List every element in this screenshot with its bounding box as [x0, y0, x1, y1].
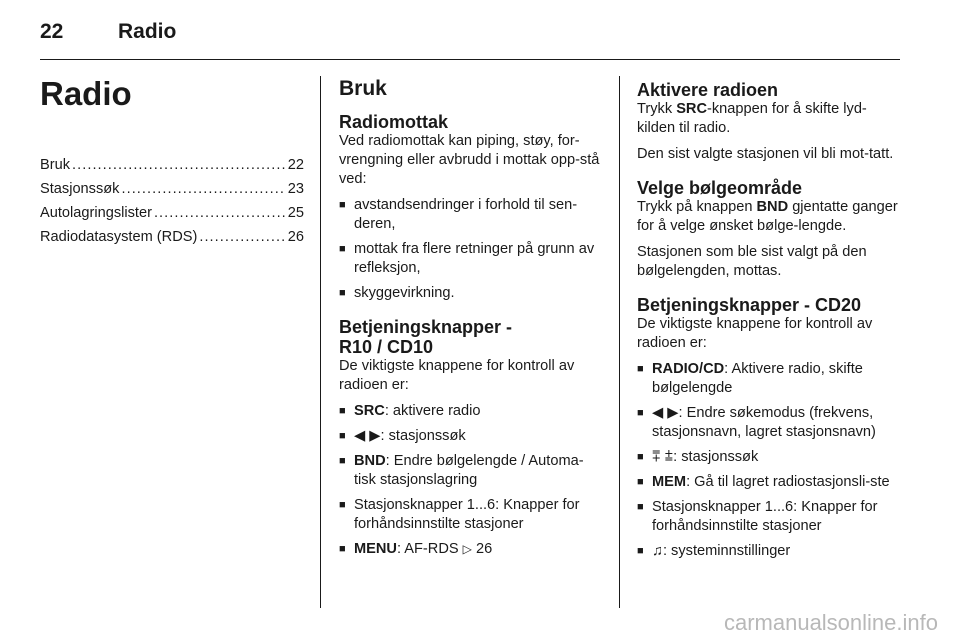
heading-betjeningsknapper-cd20: Betjeningsknapper - CD20 [637, 295, 862, 315]
item-text: : systeminnstillinger [662, 543, 791, 559]
list-item [339, 402, 603, 421]
text: Trykk på knappen [637, 199, 757, 215]
content-column-3 [637, 70, 901, 568]
toc-entry-page: 23 [287, 181, 304, 197]
list-item: ■ avstandsendringer i forhold til sen-deren, [339, 196, 603, 234]
item-text: : Gå til lagret radiostasjonsli-ste [686, 474, 890, 490]
paragraph: Stasjonen som ble sist valgt på den bølgelengden, mottas. [637, 244, 867, 279]
key-label: MENU [354, 541, 397, 557]
paragraph: De viktigste knappene for kontroll av radioen er: [637, 316, 873, 351]
list-item [637, 542, 901, 561]
settings-note-icon: ♫ [652, 543, 663, 559]
toc-column [40, 70, 304, 252]
heading-aktivere-radioen: Aktivere radioen [637, 80, 779, 100]
column-divider-1 [320, 76, 321, 608]
toc-leader [121, 180, 285, 199]
bullet-list [339, 402, 603, 559]
toc-entry-label: Autolagringslister [40, 205, 152, 221]
toc-entry-page: 26 [287, 229, 304, 245]
item-text: : Endre søkemodus (frekvens, stasjonsnavn, lagret stasjonsnavn) [652, 405, 876, 440]
list-item [339, 427, 603, 446]
header-rule [40, 59, 900, 60]
toc-leader [154, 204, 286, 223]
list-item: ■ skyggevirkning. [339, 284, 603, 303]
text: Trykk [637, 101, 677, 117]
item-text: : Endre bølgelengde / Automa-tisk stasjonslagring [354, 453, 584, 488]
list-item: ■ Stasjonsknapper 1...6: Knapper for forhåndsinnstilte stasjoner [339, 496, 603, 534]
page-number: 22 [40, 20, 64, 43]
seek-arrows-icon: ◀ ▶ [652, 405, 679, 421]
toc-entry[interactable] [40, 180, 304, 199]
list-item [339, 540, 603, 559]
key-label: SRC [676, 101, 707, 117]
text: -knappen for å skifte lyd-kilden til radio. [637, 101, 867, 136]
list-item: ■ mottak fra flere retninger på grunn av refleksjon, [339, 240, 603, 278]
paragraph: Den sist valgte stasjonen vil bli mot-tatt. [637, 146, 894, 162]
toc-entry[interactable] [40, 204, 304, 223]
list-item [339, 452, 603, 490]
key-label: BND [354, 453, 386, 469]
list-item [637, 404, 901, 442]
heading-line: R10 / CD10 [339, 337, 434, 357]
list-item [637, 448, 901, 467]
column-divider-2 [619, 76, 620, 608]
key-label: SRC [354, 403, 385, 419]
item-text: : stasjonssøk [673, 449, 759, 465]
bullet-list [339, 196, 603, 303]
toc-entry-page: 22 [287, 157, 304, 173]
heading-velge-bolgeomrade: Velge bølgeområde [637, 178, 803, 198]
watermark: carmanualsonline.info [723, 610, 938, 635]
toc-entry-label: Stasjonssøk [40, 181, 120, 197]
paragraph: De viktigste knappene for kontroll av radioen er: [339, 358, 575, 393]
item-text: : AF-RDS [396, 541, 463, 557]
toc-leader [199, 228, 285, 247]
list-item [637, 360, 901, 398]
seek-arrows-icon: ◀ ▶ [354, 428, 381, 444]
text: gjentatte ganger for å velge ønsket bølge-lengde. [637, 199, 898, 234]
tune-arrows-icon: ⩱ ⩲ [652, 449, 674, 465]
toc-leader [72, 156, 286, 175]
content-column-2 [339, 70, 603, 566]
item-text: : aktivere radio [384, 403, 481, 419]
heading-line: Betjeningsknapper - [339, 317, 513, 337]
toc-entry-page: 25 [287, 205, 304, 221]
item-text: : Aktivere radio, skifte bølgelengde [652, 361, 863, 396]
chapter-title: Radio [118, 20, 177, 43]
page-reference-icon: ▷ [462, 542, 472, 556]
toc-entry[interactable] [40, 228, 304, 247]
key-label: RADIO/CD [652, 361, 725, 377]
toc-list [40, 156, 304, 247]
heading-radiomottak: Radiomottak [339, 112, 449, 132]
heading-betjeningsknapper-r10 [339, 317, 603, 357]
toc-entry-label: Bruk [40, 157, 71, 173]
item-text: : stasjonssøk [380, 428, 466, 444]
toc-entry[interactable] [40, 156, 304, 175]
list-item [637, 473, 901, 492]
page-reference[interactable]: 26 [471, 541, 493, 557]
toc-entry-label: Radiodatasystem (RDS) [40, 229, 198, 245]
page-header [40, 18, 900, 62]
paragraph [637, 100, 901, 138]
bullet-list [637, 360, 901, 561]
key-label: MEM [652, 474, 687, 490]
section-title: Bruk [339, 77, 387, 100]
paragraph: Ved radiomottak kan piping, støy, for-vrengning eller avbrudd i mottak opp-stå ved: [339, 133, 600, 187]
list-item: ■ Stasjonsknapper 1...6: Knapper for forhåndsinnstilte stasjoner [637, 498, 901, 536]
toc-title: Radio [40, 75, 132, 112]
paragraph [637, 198, 901, 236]
key-label: BND [756, 199, 789, 215]
